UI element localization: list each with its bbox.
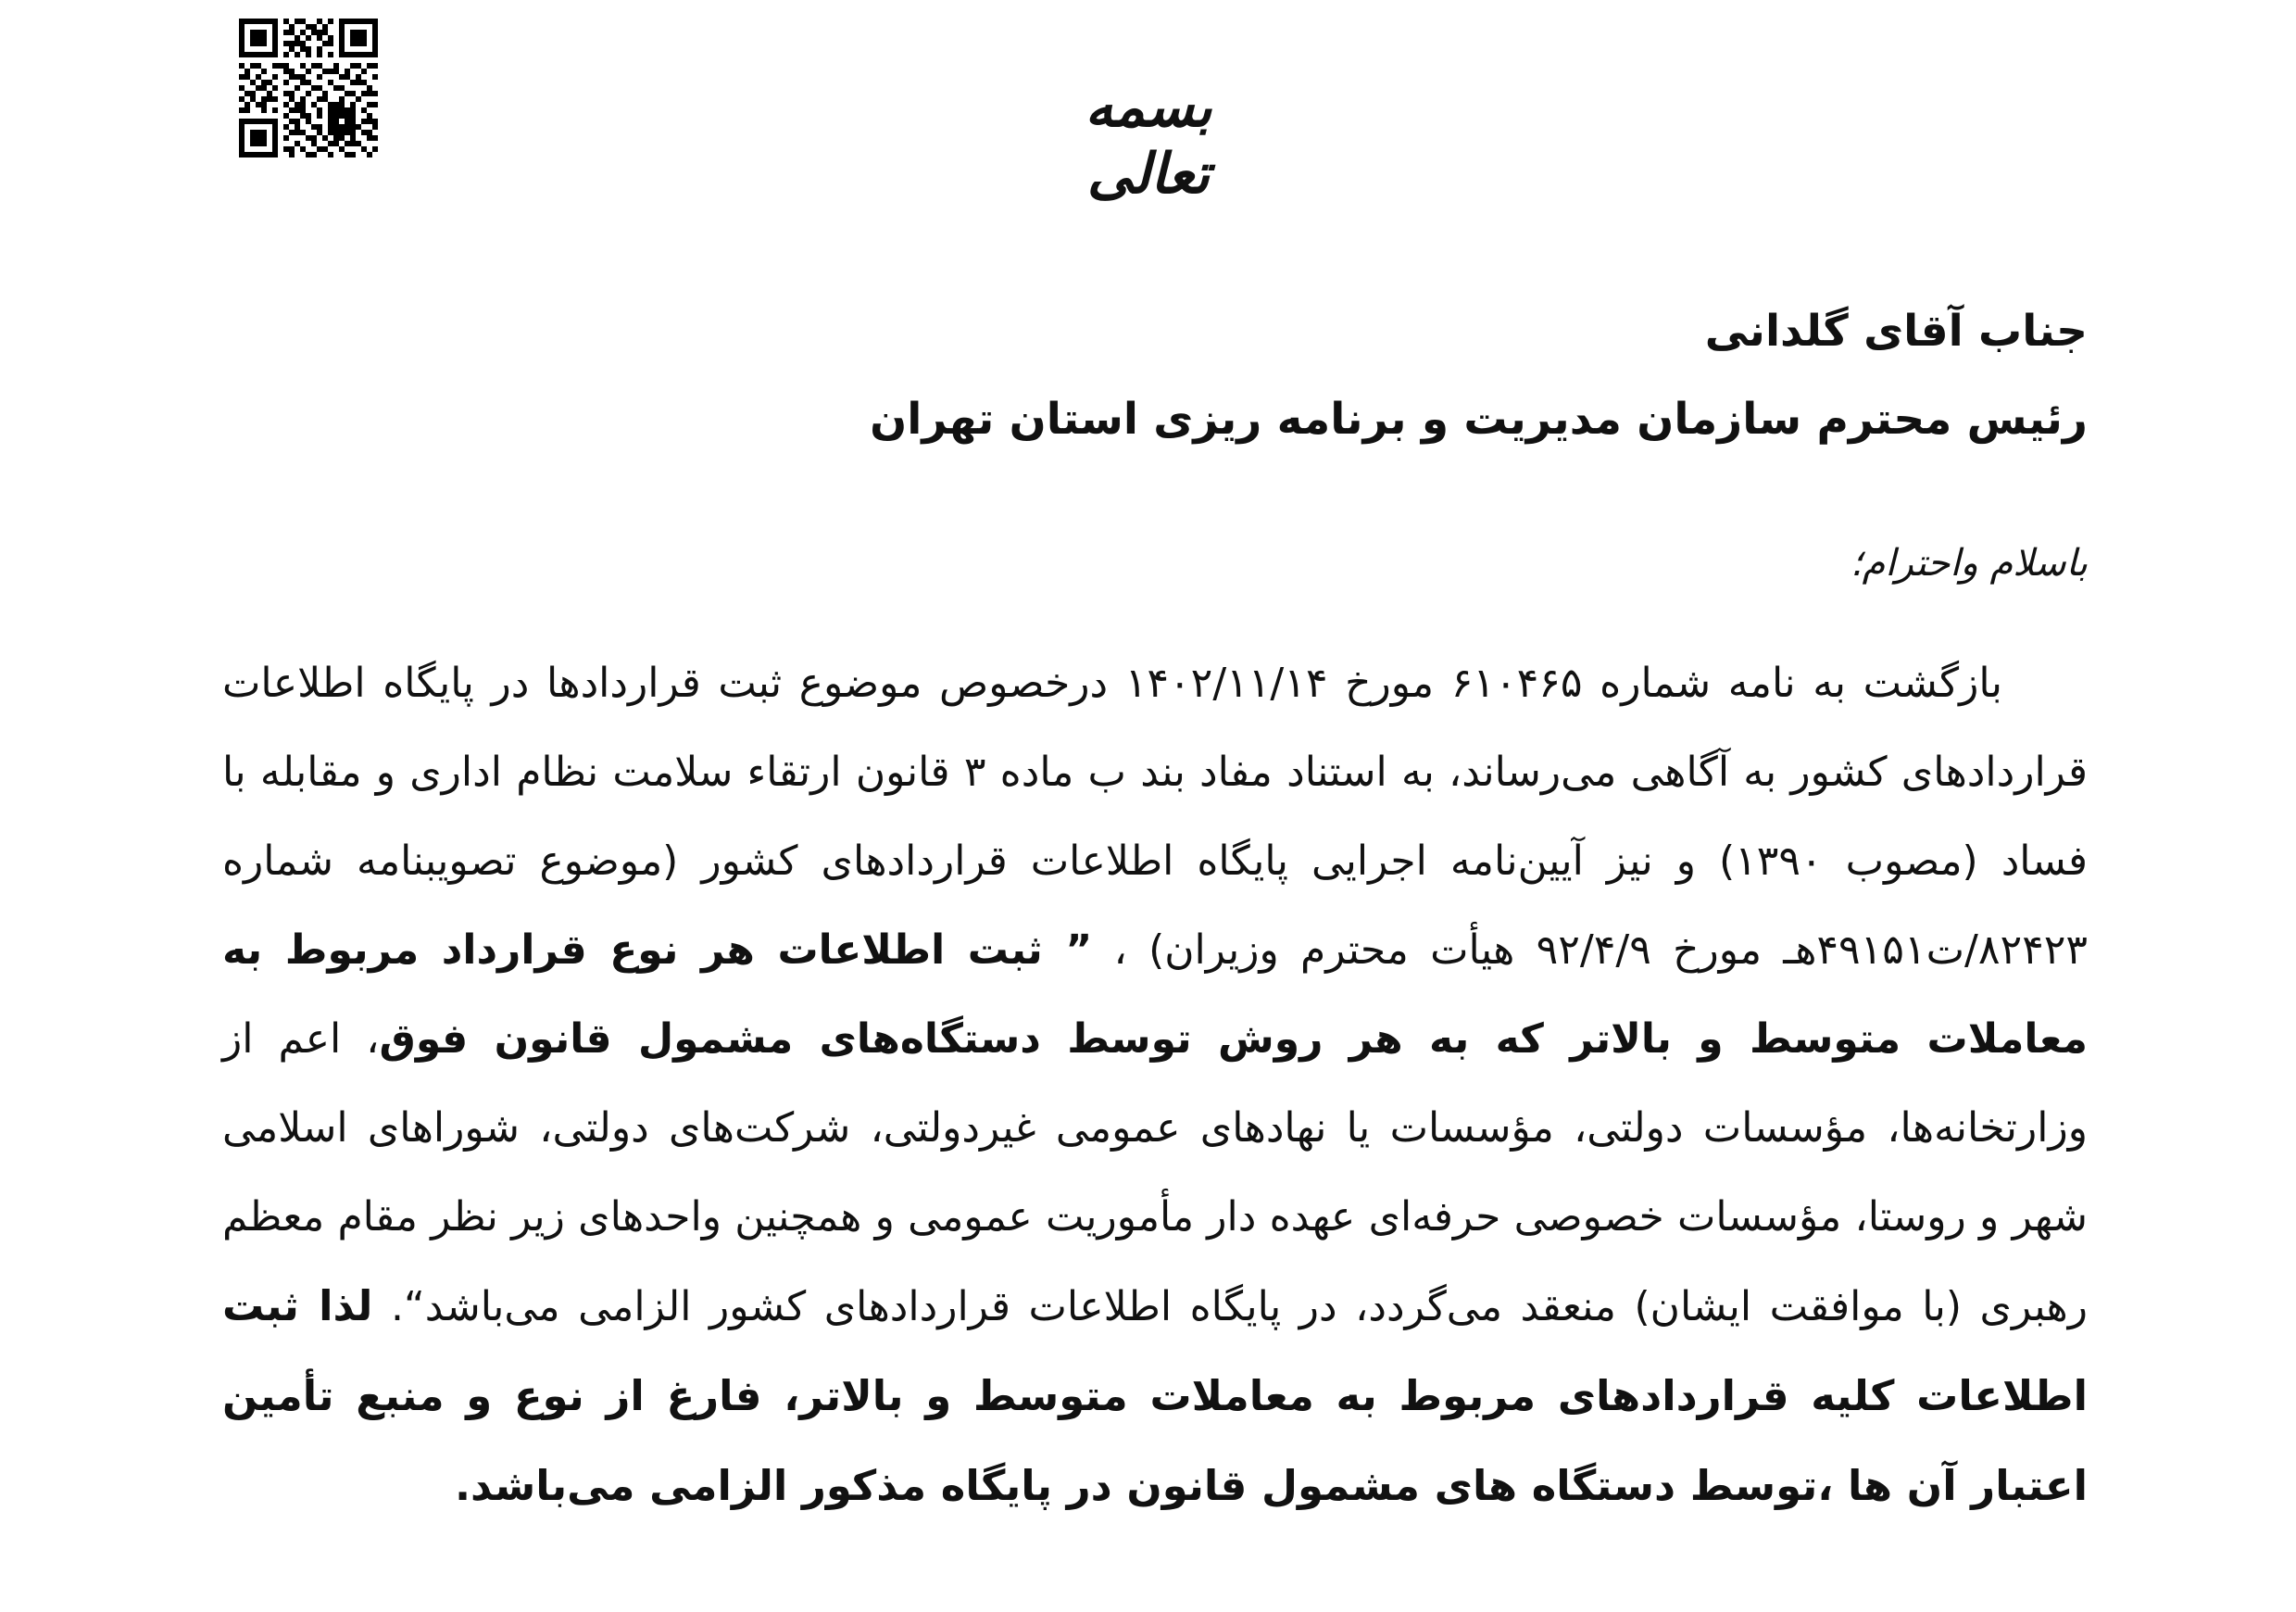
invocation-heading: بسمه تعالی bbox=[1085, 75, 1212, 207]
qr-code-icon bbox=[239, 19, 378, 157]
letter-body bbox=[222, 639, 2088, 1531]
body-intro: بازگشت به نامه شماره ۶۱۰۴۶۵ مورخ ۱۴۰۲/۱۱/۱۴ درخصوص موضوع ثبت قراردادها در پایگاه اطلاعات قراردادهای کشور به آگاهی می‌رساند، به استناد مفاد بند ب ماده ۳ قانون ارتقاء سلامت نظام اداری و مقابله با فساد (مصوب ۱۳۹۰) و نیز آیین‌نامه اجرایی پایگاه اطلاعات قراردادهای کشور (موضوع تصویبنامه شماره ۸۲۴۲۳/ت۴۹۱۵۱هـ مورخ ۹۲/۴/۹ هیأت محترم وزیران) ، bbox=[222, 660, 2088, 974]
body-conclusion: لذا ثبت اطلاعات کلیه قراردادهای مربوط به معاملات متوسط و بالاتر، فارغ از نوع و منبع تأمین اعتبار آن ها ،توسط دستگاه های مشمول قانون در پایگاه مذکور الزامی می‌باشد. bbox=[222, 1281, 2088, 1510]
recipient-title: رئیس محترم سازمان مدیریت و برنامه ریزی استان تهران bbox=[870, 394, 2088, 445]
body-quote-regular: ، اعم از وزارتخانه‌ها، مؤسسات دولتی، مؤسسات یا نهادهای عمومی غیردولتی، شرکت‌های دولتی، شوراهای اسلامی شهر و روستا، مؤسسات خصوصی حرفه‌ای عهده دار مأموریت عمومی و همچنین واحدهای زیر نظر مقام معظم رهبری (با موافقت ایشان) منعقد می‌گردد، در پایگاه اطلاعات قراردادهای کشور الزامی می‌باشد“. bbox=[222, 1015, 2088, 1330]
salutation: باسلام واحترام؛ bbox=[1850, 542, 2088, 585]
recipient-name: جناب آقای گلدانی bbox=[1704, 306, 2088, 357]
body-quote-bold: ” ثبت اطلاعات هر نوع قرارداد مربوط به معاملات متوسط و بالاتر که به هر روش توسط دستگاه‌های مشمول قانون فوق bbox=[222, 926, 2088, 1063]
